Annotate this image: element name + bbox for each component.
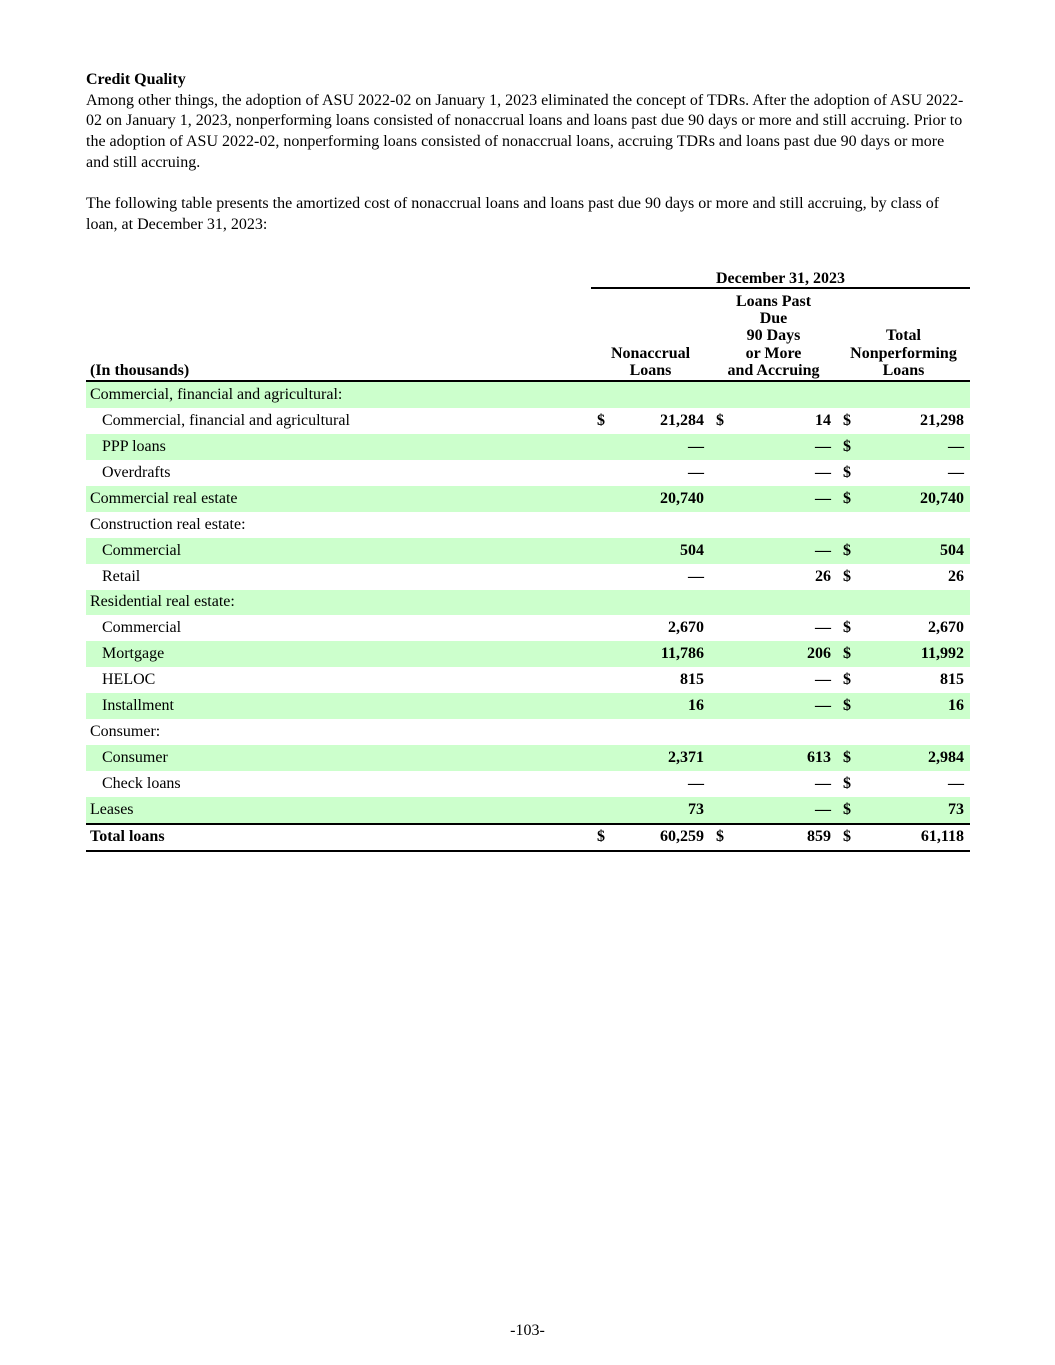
row-label: Construction real estate: <box>90 515 246 533</box>
row-label: Total loans <box>86 824 591 852</box>
currency-symbol-nonaccrual <box>591 693 611 719</box>
row-label: Consumer <box>86 745 591 771</box>
currency-symbol-nonaccrual <box>591 538 611 564</box>
currency-symbol-nonaccrual <box>591 590 611 616</box>
value-total: 20,740 <box>855 486 970 512</box>
table-row <box>86 486 970 512</box>
row-label: Commercial, financial and agricultural <box>102 412 350 430</box>
value-nonaccrual: 21,284 <box>660 412 704 430</box>
value-past-due <box>730 719 837 745</box>
row-label: HELOC <box>102 671 156 689</box>
value-past-due: 14 <box>815 412 831 430</box>
currency-symbol-total: $ <box>843 567 851 585</box>
value-total: — <box>855 434 970 460</box>
currency-symbol-nonaccrual <box>591 512 611 538</box>
column-header-nonaccrual: Nonaccrual Loans <box>591 288 710 381</box>
currency-symbol-total: $ <box>837 745 855 771</box>
currency-symbol-total: $ <box>843 671 851 689</box>
currency-symbol-past-due <box>710 538 730 564</box>
value-nonaccrual <box>611 512 710 538</box>
value-total: 2,984 <box>855 745 970 771</box>
value-past-due: — <box>730 486 837 512</box>
value-total: 815 <box>940 671 964 689</box>
value-past-due: — <box>730 538 837 564</box>
row-label: Installment <box>86 693 591 719</box>
column-header-row <box>86 288 970 381</box>
value-total <box>855 719 970 745</box>
value-nonaccrual <box>611 381 710 408</box>
value-total: 2,670 <box>928 619 964 637</box>
currency-symbol-past-due <box>710 745 730 771</box>
value-nonaccrual: 815 <box>680 671 704 689</box>
value-nonaccrual: — <box>688 463 704 481</box>
table-row <box>86 512 970 538</box>
currency-symbol-past-due <box>710 615 730 641</box>
currency-symbol-nonaccrual <box>591 564 611 590</box>
value-nonaccrual: 11,786 <box>611 641 710 667</box>
value-past-due <box>730 590 837 616</box>
currency-symbol-past-due <box>710 693 730 719</box>
table-row <box>86 408 970 434</box>
row-label: Check loans <box>102 774 181 792</box>
paragraph-2: The following table presents the amortized cost of nonaccrual loans and loans past due 90 days or more and still accruing, by class of loan, at December 31, 2023: <box>86 195 940 233</box>
row-label: Retail <box>102 567 141 585</box>
currency-symbol-nonaccrual <box>591 381 611 408</box>
value-nonaccrual: — <box>611 434 710 460</box>
value-total: 61,118 <box>855 824 970 852</box>
currency-symbol-total: $ <box>837 434 855 460</box>
value-nonaccrual: 2,670 <box>668 619 704 637</box>
value-past-due: 613 <box>730 745 837 771</box>
currency-symbol-past-due: $ <box>716 412 724 430</box>
table-row <box>86 719 970 745</box>
table-row <box>86 434 970 460</box>
value-past-due: — <box>815 774 831 792</box>
currency-symbol-past-due <box>710 564 730 590</box>
currency-symbol-nonaccrual <box>591 719 611 745</box>
table-row <box>86 460 970 486</box>
currency-symbol-nonaccrual: $ <box>597 412 605 430</box>
section-title: Credit Quality <box>86 71 186 88</box>
row-label: Leases <box>86 797 591 824</box>
currency-symbol-nonaccrual <box>591 771 611 797</box>
currency-symbol-total: $ <box>837 824 855 852</box>
currency-symbol-nonaccrual: $ <box>591 824 611 852</box>
currency-symbol-total: $ <box>843 619 851 637</box>
value-past-due: — <box>815 619 831 637</box>
row-label: Commercial, financial and agricultural: <box>86 381 591 408</box>
value-total <box>855 381 970 408</box>
currency-symbol-past-due <box>710 641 730 667</box>
currency-symbol-total: $ <box>843 774 851 792</box>
column-header-total: Total Nonperforming Loans <box>837 288 970 381</box>
currency-symbol-nonaccrual <box>591 797 611 824</box>
currency-symbol-total <box>837 381 855 408</box>
value-past-due: — <box>730 434 837 460</box>
value-nonaccrual: 2,371 <box>611 745 710 771</box>
currency-symbol-total: $ <box>837 797 855 824</box>
value-total <box>855 590 970 616</box>
currency-symbol-past-due <box>710 460 730 486</box>
column-header-past-due: Loans Past Due 90 Days or More and Accruing <box>710 288 837 381</box>
value-past-due: 206 <box>730 641 837 667</box>
value-nonaccrual: 16 <box>611 693 710 719</box>
currency-symbol-nonaccrual <box>591 434 611 460</box>
value-nonaccrual: 60,259 <box>611 824 710 852</box>
period-header-row <box>86 262 970 288</box>
currency-symbol-total: $ <box>843 463 851 481</box>
currency-symbol-total: $ <box>837 486 855 512</box>
row-label: Consumer: <box>90 722 161 740</box>
value-nonaccrual <box>611 719 710 745</box>
value-total: 504 <box>855 538 970 564</box>
table-row <box>86 693 970 719</box>
currency-symbol-nonaccrual <box>591 667 611 693</box>
value-total: 26 <box>948 567 964 585</box>
row-label: Overdrafts <box>102 463 171 481</box>
value-past-due: — <box>730 693 837 719</box>
unit-label: (In thousands) <box>86 288 591 381</box>
period-header: December 31, 2023 <box>591 262 970 288</box>
currency-symbol-total: $ <box>837 641 855 667</box>
value-nonaccrual: 20,740 <box>611 486 710 512</box>
value-total: — <box>948 463 964 481</box>
currency-symbol-total: $ <box>837 538 855 564</box>
currency-symbol-nonaccrual <box>591 615 611 641</box>
row-label: Commercial <box>86 538 591 564</box>
value-past-due <box>730 381 837 408</box>
value-total: — <box>948 774 964 792</box>
value-past-due: — <box>815 463 831 481</box>
value-nonaccrual <box>611 590 710 616</box>
nonperforming-loans-table <box>86 262 970 852</box>
table-row <box>86 641 970 667</box>
row-label: Commercial real estate <box>86 486 591 512</box>
row-label: Commercial <box>102 619 182 637</box>
table-row <box>86 771 970 797</box>
row-label: Mortgage <box>86 641 591 667</box>
value-total: 11,992 <box>855 641 970 667</box>
currency-symbol-past-due <box>710 797 730 824</box>
value-past-due: 26 <box>815 567 831 585</box>
row-label: Residential real estate: <box>86 590 591 616</box>
row-label: PPP loans <box>86 434 591 460</box>
currency-symbol-past-due <box>710 667 730 693</box>
currency-symbol-nonaccrual <box>591 486 611 512</box>
table-row <box>86 667 970 693</box>
value-past-due <box>730 512 837 538</box>
value-total <box>855 512 970 538</box>
page-number: -103- <box>510 1322 545 1339</box>
currency-symbol-nonaccrual <box>591 460 611 486</box>
table-row <box>86 615 970 641</box>
currency-symbol-past-due <box>710 590 730 616</box>
currency-symbol-nonaccrual <box>591 745 611 771</box>
intro-text <box>86 70 966 236</box>
currency-symbol-nonaccrual <box>591 641 611 667</box>
currency-symbol-total: $ <box>837 693 855 719</box>
currency-symbol-total: $ <box>843 412 851 430</box>
currency-symbol-total <box>837 719 855 745</box>
currency-symbol-total <box>837 512 855 538</box>
value-nonaccrual: — <box>688 567 704 585</box>
currency-symbol-past-due <box>710 771 730 797</box>
table-row <box>86 745 970 771</box>
currency-symbol-total <box>837 590 855 616</box>
value-total: 21,298 <box>920 412 964 430</box>
currency-symbol-past-due: $ <box>710 824 730 852</box>
currency-symbol-past-due <box>710 381 730 408</box>
value-nonaccrual: — <box>688 774 704 792</box>
currency-symbol-past-due <box>710 719 730 745</box>
value-nonaccrual: 73 <box>611 797 710 824</box>
paragraph-1: Among other things, the adoption of ASU 2022-02 on January 1, 2023 eliminated the concept of TDRs. After the adoption of ASU 2022-02 on January 1, 2023, nonperforming loans consisted of nonaccrual loans and loans past due 90 days or more and still accruing. Prior to the adoption of ASU 2022-02, nonperforming loans consisted of nonaccrual loans, accruing TDRs and loans past due 90 days or more and still accruing. <box>86 91 964 171</box>
value-past-due: — <box>815 671 831 689</box>
total-row <box>86 824 970 852</box>
table-row <box>86 564 970 590</box>
currency-symbol-past-due <box>710 434 730 460</box>
table-row <box>86 381 970 408</box>
value-total: 16 <box>855 693 970 719</box>
table-row <box>86 590 970 616</box>
table-row <box>86 538 970 564</box>
currency-symbol-past-due <box>710 512 730 538</box>
value-nonaccrual: 504 <box>611 538 710 564</box>
value-past-due: — <box>730 797 837 824</box>
table-row <box>86 797 970 824</box>
value-total: 73 <box>855 797 970 824</box>
currency-symbol-past-due <box>710 486 730 512</box>
value-past-due: 859 <box>730 824 837 852</box>
